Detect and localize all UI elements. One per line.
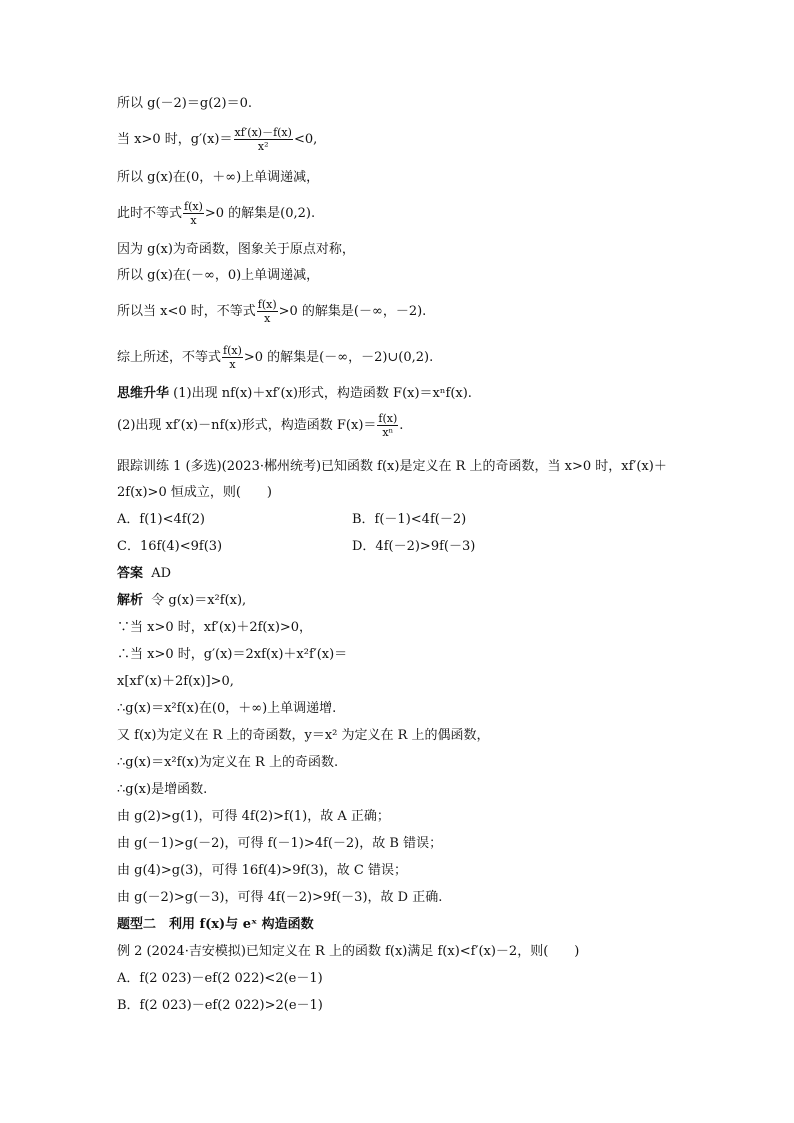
option-a: A．f(2 023)－ef(2 022)<2(e－1) [117, 971, 323, 986]
text-line: 由 g(4)>g(3)，可得 16f(4)>9f(3)，故 C 错误； [117, 863, 407, 878]
text-line: 2f(x)>0 恒成立，则( ) [117, 485, 272, 500]
text-line: 思维升华 (1)出现 nf(x)＋xf′(x)形式，构造函数 F(x)＝xⁿf(x). [117, 386, 472, 401]
text-line: ∵当 x>0 时，xf′(x)＋2f(x)>0， [117, 620, 313, 635]
text-line: 所以 g(－2)＝g(2)＝0. [117, 96, 253, 111]
text-line: 所以 g(x)在(0，＋∞)上单调递减， [117, 170, 320, 185]
answer-line: 答案 AD [117, 566, 172, 581]
fraction: $\frac{f(x)}{x}$ [257, 298, 277, 325]
text-line: ∴g(x)＝x²f(x)在(0，＋∞)上单调递增. [117, 701, 337, 716]
text-line: 跟踪训练 1 (多选)(2023·郴州统考)已知函数 f(x)是定义在 R 上的奇函数，当 x>0 时，xf′(x)＋ [117, 459, 667, 474]
text-line: 又 f(x)为定义在 R 上的奇函数，y＝x² 为定义在 R 上的偶函数， [117, 728, 490, 743]
text-line: ∴当 x>0 时，g′(x)＝2xf(x)＋x²f′(x)＝ [117, 647, 348, 662]
option-b: B．f(－1)<4f(－2) [352, 512, 467, 527]
text-line: ∴g(x)是增函数. [117, 782, 208, 797]
option-d: D．4f(－2)>9f(－3) [352, 539, 476, 554]
text-line: 因为 g(x)为奇函数，图象关于原点对称， [117, 242, 355, 257]
text-line: 所以当 x<0 时，不等式 $\frac{f(x)}{x}$ >0 的解集是(－∞，－2). [117, 298, 427, 325]
analysis-line: 解析 令 g(x)＝x²f(x), [117, 593, 247, 608]
text-line: 由 g(－1)>g(－2)，可得 f(－1)>4f(－2)，故 B 错误； [117, 836, 443, 851]
fraction: $\frac{f(x)}{x}$ [223, 344, 242, 371]
text-line: 例 2 (2024·吉安模拟)已知定义在 R 上的函数 f(x)满足 f(x)<f′(x)－2，则( ) [117, 944, 580, 959]
section-heading: 题型二 利用 f(x)与 eˣ 构造函数 [117, 917, 314, 932]
text-line: 由 g(－2)>g(－3)，可得 4f(－2)>9f(－3)，故 D 正确. [117, 890, 443, 905]
option-a: A．f(1)<4f(2) [117, 512, 206, 527]
option-b: B．f(2 023)－ef(2 022)>2(e－1) [117, 998, 323, 1013]
text-line: 所以 g(x)在(－∞，0)上单调递减， [117, 268, 320, 283]
text-line: ∴g(x)＝x²f(x)为定义在 R 上的奇函数. [117, 755, 339, 770]
text-line: 综上所述，不等式 $\frac{f(x)}{x}$ >0 的解集是(－∞，－2)∪(0,2). [117, 344, 434, 371]
text-line: 由 g(2)>g(1)，可得 4f(2)>f(1)，故 A 正确； [117, 809, 390, 824]
text-line: 当 x>0 时，g′(x)＝ $\frac{xf'(x)-f(x)}{\text{x²}}$ <0, [117, 126, 318, 153]
fraction: $\frac{f(x)}{\text{xⁿ}}$ [378, 412, 398, 439]
option-c: C．16f(4)<9f(3) [117, 539, 223, 554]
text-line: x[xf′(x)＋2f(x)]>0, [117, 674, 234, 689]
fraction: $\frac{f(x)}{x}$ [184, 200, 203, 227]
text-line: 此时不等式 $\frac{f(x)}{x}$ >0 的解集是(0,2). [117, 200, 316, 227]
fraction: $\frac{xf'(x)-f(x)}{\text{x²}}$ [234, 126, 292, 153]
text-line: (2)出现 xf′(x)－nf(x)形式，构造函数 F(x)＝ $\frac{f(x)}{\text{xⁿ}}$ . [117, 412, 404, 439]
